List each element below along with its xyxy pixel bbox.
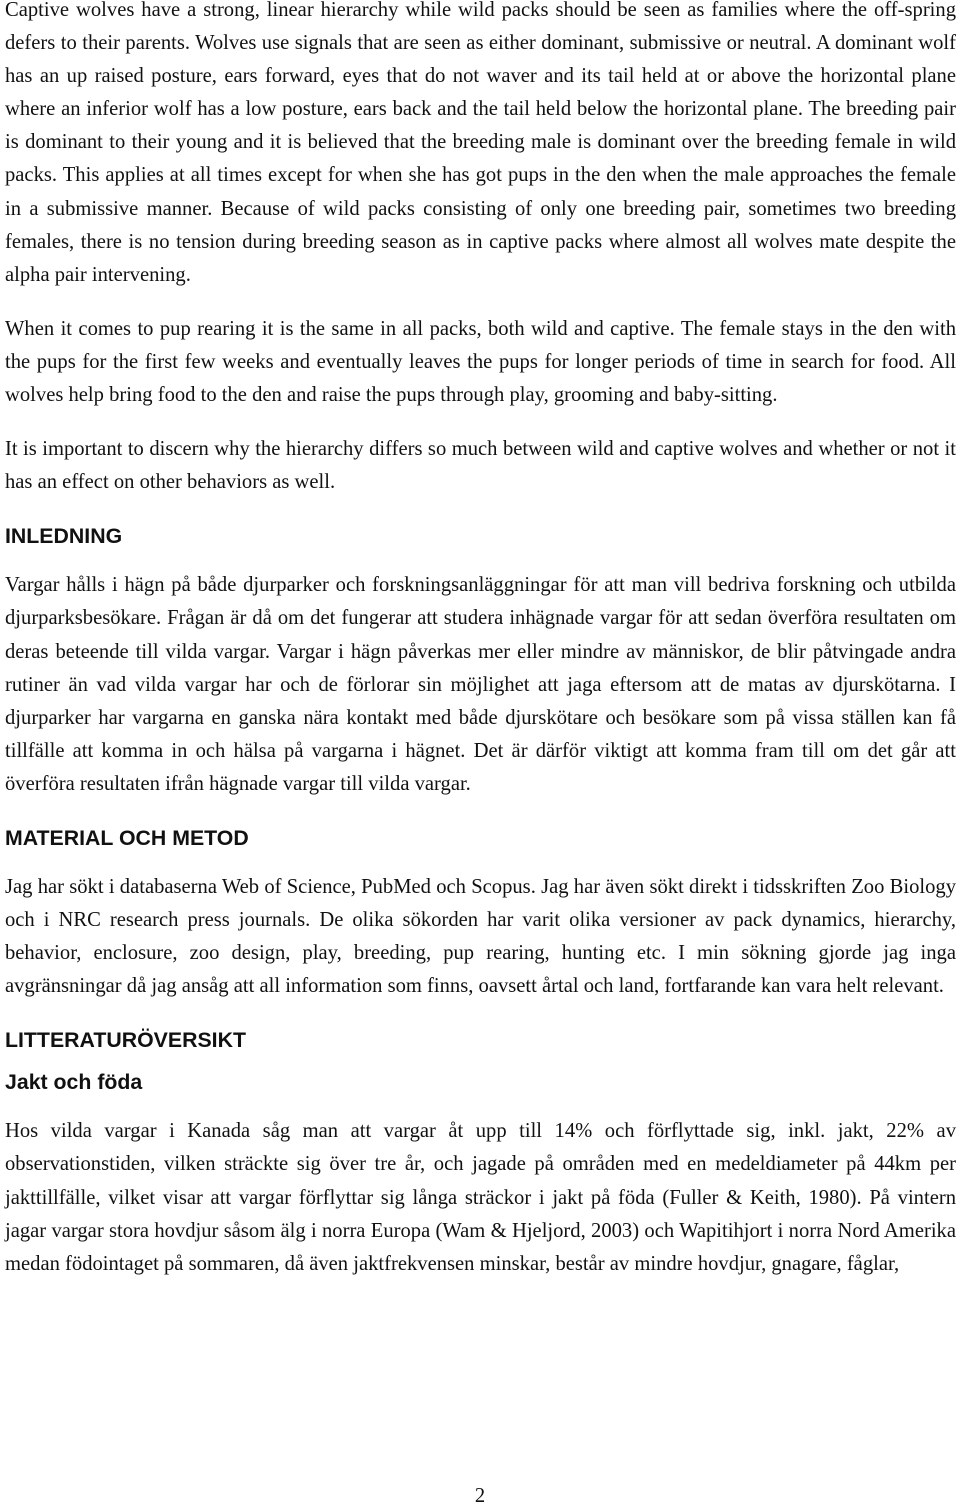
paragraph-material-och-metod: Jag har sökt i databaserna Web of Science, PubMed och Scopus. Jag har även sökt direkt i tidsskriften Zoo Biology och i NRC research press journals. De olika sökorden har varit olika versioner av pack dynamics, hierarchy, behavior, enclosure, zoo design, play, breeding, pup rearing, hunting etc. I min sökning gjorde jag inga avgränsningar då jag ansåg att all information som finns, oavsett årtal och land, fortfarande kan vara helt relevant.	[5, 875, 956, 998]
paragraph-wolf-hierarchy: Captive wolves have a strong, linear hierarchy while wild packs should be seen as families where the off-spring defers to their parents. Wolves use signals that are seen as either dominant, submissive or neutral. A dominant wolf has an up raised posture, ears forward, eyes that do not waver and its tail held at or above the horizontal plane where an inferior wolf has a low posture, ears back and the tail held below the horizontal plane. The breeding pair is dominant to their young and it is believed that the breeding male is dominant over the breeding female in wild packs. This applies at all times except for when she has got pups in the den when the male approaches the female in a submissive manner. Because of wild packs consisting of only one breeding pair, sometimes two breeding females, there is no tension during breeding season as in captive packs where almost all wolves mate despite the alpha pair intervening.	[5, 0, 956, 286]
heading-material-och-metod: MATERIAL OCH METOD	[5, 825, 249, 850]
heading-litteraturoversikt: LITTERATURÖVERSIKT	[5, 1028, 246, 1053]
heading-inledning: INLEDNING	[5, 524, 123, 549]
subheading-jakt-och-foda: Jakt och föda	[5, 1070, 143, 1095]
page-number: 2	[474, 1485, 486, 1507]
paragraph-jakt-och-foda: Hos vilda vargar i Kanada såg man att vargar åt upp till 14% och förflyttade sig, inkl. jakt, 22% av observationstiden, vilken sträckte sig över tre år, och jagade på områden med en medeldiameter på 44km per jakttillfälle, vilket visar att vargar förflyttar sig långa sträckor i jakt på föda (Fuller & Keith, 1980). På vintern jagar vargar stora hovdjur såsom älg i norra Europa (Wam & Hjeljord, 2003) och Wapitihjort i norra Nord Amerika medan födointaget på sommaren, då även jaktfrekvensen minskar, består av mindre hovdjur, gnagare, fåglar,	[5, 1120, 956, 1275]
paragraph-pup-rearing: When it comes to pup rearing it is the same in all packs, both wild and captive. The female stays in the den with the pups for the first few weeks and eventually leaves the pups for longer periods of time in search for food. All wolves help bring food to the den and raise the pups through play, grooming and baby-sitting.	[5, 317, 956, 407]
document-page	[5, 0, 956, 1281]
paragraph-inledning: Vargar hålls i hägn på både djurparker och forskningsanläggningar för att man vill bedriva forskning och utbilda djurparksbesökare. Frågan är då om det fungerar att studera inhägnade vargar för att sedan överföra resultaten om deras beteende till vilda vargar. Vargar i hägn påverkas mer eller mindre av människor, de blir påtvingade andra rutiner än vad vilda vargar har och de förlorar sin möjlighet att jaga eftersom att de matas av djurskötarna. I djurparker har vargarna en ganska nära kontakt med både djurskötare och besökare som på vissa ställen kan få tillfälle att komma in och hälsa på vargarna i hägnet. Det är därför viktigt att komma fram till om det går att överföra resultaten ifrån hägnade vargar till vilda vargar.	[5, 574, 956, 795]
paragraph-importance: It is important to discern why the hierarchy differs so much between wild and captive wolves and whether or not it has an effect on other behaviors as well.	[5, 438, 956, 494]
